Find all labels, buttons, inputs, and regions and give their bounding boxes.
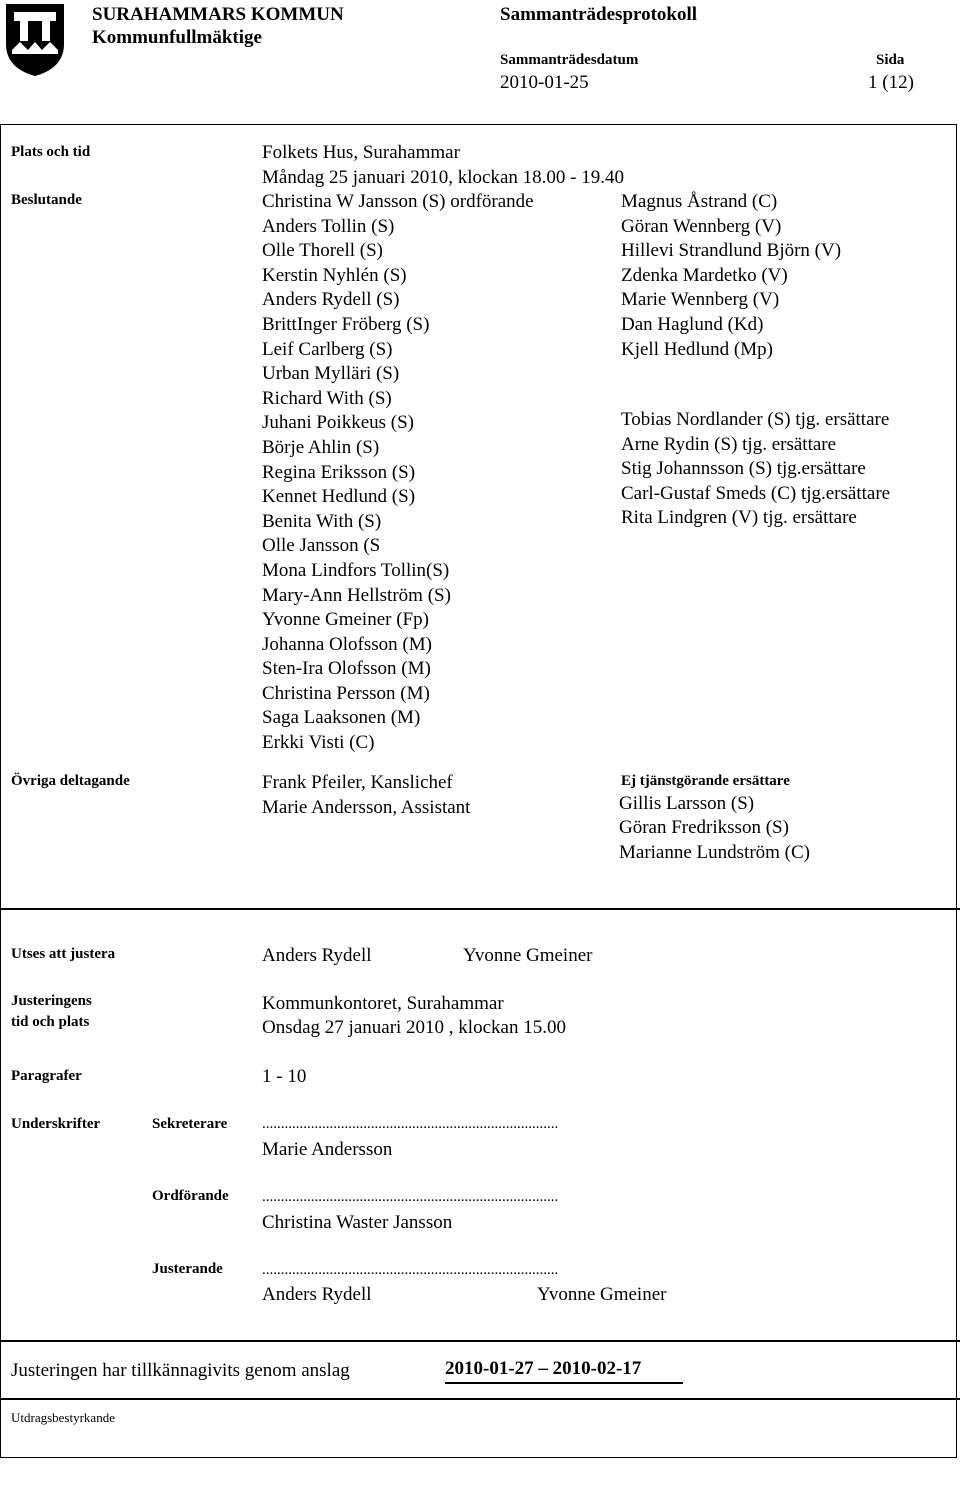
signatures-label: Underskrifter: [11, 1116, 101, 1132]
list-item: Hillevi Strandlund Björn (V): [621, 240, 842, 262]
other-participant: Marie Andersson, Assistant: [262, 797, 471, 818]
other-participants-label: Övriga deltagande: [11, 773, 130, 789]
list-item: Johanna Olofsson (M): [262, 633, 432, 655]
signature-line: ...............................................................................: [262, 1189, 559, 1205]
paragraphs-label: Paragrafer: [11, 1068, 82, 1084]
list-item: Mary-Ann Hellström (S): [262, 584, 451, 606]
adjusters-label: Utses att justera: [11, 946, 116, 962]
list-item: Mona Lindfors Tollin(S): [262, 559, 450, 581]
signature-line: ...............................................................................: [262, 1116, 559, 1132]
list-item: Anders Rydell (S): [262, 289, 400, 311]
list-item: Richard With (S): [262, 387, 392, 409]
list-item: Erkki Visti (C): [262, 732, 375, 754]
list-item: Sten-Ira Olofsson (M): [262, 658, 431, 680]
list-item: Anders Tollin (S): [262, 215, 395, 237]
municipal-coat-of-arms-logo: [4, 2, 66, 78]
list-item: Kerstin Nyhlén (S): [262, 264, 407, 286]
list-item: Rita Lindgren (V) tjg. ersättare: [621, 507, 857, 529]
list-item: Kjell Hedlund (Mp): [621, 338, 773, 360]
list-item: Saga Laaksonen (M): [262, 707, 421, 729]
adjustment-time: Onsdag 27 januari 2010 , klockan 15.00: [262, 1017, 566, 1038]
non-serving-substitute: Göran Fredriksson (S): [619, 817, 789, 838]
adjuster-name: Yvonne Gmeiner: [463, 945, 593, 966]
certified-extract-label: Utdragsbestyrkande: [11, 1410, 115, 1425]
adjustment-place: Kommunkontoret, Surahammar: [262, 993, 504, 1014]
other-participant: Frank Pfeiler, Kanslichef: [262, 772, 453, 793]
notice-dates: 2010-01-27 – 2010-02-17: [445, 1358, 642, 1379]
place-line: Folkets Hus, Surahammar: [262, 142, 460, 163]
list-item: Magnus Åstrand (C): [621, 191, 778, 212]
meeting-date-value: 2010-01-25: [500, 72, 589, 93]
department-name: Kommunfullmäktige: [92, 27, 262, 48]
list-item: Stig Johannsson (S) tjg.ersättare: [621, 458, 866, 480]
adjuster-signature-name: Anders Rydell: [262, 1284, 372, 1305]
list-item: Urban Mylläri (S): [262, 363, 400, 385]
secretary-label: Sekreterare: [152, 1116, 228, 1132]
list-item: Kennet Hedlund (S): [262, 486, 416, 508]
list-item: Börje Ahlin (S): [262, 436, 380, 458]
non-serving-substitute: Gillis Larsson (S): [619, 793, 755, 814]
page-value: 1 (12): [868, 72, 914, 93]
list-item: Carl-Gustaf Smeds (C) tjg.ersättare: [621, 482, 891, 504]
non-serving-substitutes-label: Ej tjänstgörande ersättare: [621, 773, 790, 789]
paragraphs-value: 1 - 10: [262, 1066, 307, 1087]
non-serving-substitute: Marianne Lundström (C): [619, 842, 811, 863]
list-item: Olle Jansson (S: [262, 535, 381, 557]
list-item: Göran Wennberg (V): [621, 215, 782, 237]
list-item: Marie Wennberg (V): [621, 289, 780, 311]
section-divider: [0, 1340, 960, 1342]
list-item: BrittInger Fröberg (S): [262, 313, 430, 335]
list-item: Leif Carlberg (S): [262, 338, 393, 360]
secretary-name: Marie Andersson: [262, 1139, 393, 1160]
section-divider: [0, 1398, 960, 1400]
deciding-members-left-list: [262, 190, 534, 756]
adjustment-place-label: tid och plats: [11, 1014, 90, 1030]
list-item: Dan Haglund (Kd): [621, 313, 764, 335]
list-item: Olle Thorell (S): [262, 240, 384, 262]
adjuster-signature-label: Justerande: [152, 1261, 223, 1277]
org-name: SURAHAMMARS KOMMUN: [92, 4, 344, 25]
notice-dates-underline: [445, 1382, 683, 1384]
deciding-members-label: Beslutande: [11, 192, 82, 208]
page-label: Sida: [876, 52, 905, 68]
time-line: Måndag 25 januari 2010, klockan 18.00 - 19.40: [262, 167, 624, 188]
list-item: Arne Rydin (S) tjg. ersättare: [621, 433, 837, 455]
list-item: Yvonne Gmeiner (Fp): [262, 609, 429, 631]
list-item: Juhani Poikkeus (S): [262, 412, 414, 434]
notice-text: Justeringen har tillkännagivits genom anslag: [11, 1360, 350, 1381]
adjustment-time-label: Justeringens: [11, 993, 92, 1009]
chairman-name: Christina Waster Jansson: [262, 1212, 453, 1233]
list-item: Tobias Nordlander (S) tjg. ersättare: [621, 409, 890, 430]
deciding-members-right-list: [621, 190, 841, 362]
list-item: Zdenka Mardetko (V): [621, 264, 788, 286]
substitute-members-list: [621, 408, 890, 531]
document-type: Sammanträdesprotokoll: [500, 4, 698, 25]
chairman-label: Ordförande: [152, 1188, 229, 1204]
meeting-date-label: Sammanträdesdatum: [500, 52, 639, 68]
list-item: Christina W Jansson (S) ordförande: [262, 191, 534, 212]
list-item: Christina Persson (M): [262, 682, 430, 704]
section-divider: [0, 908, 960, 910]
adjuster-signature-name: Yvonne Gmeiner: [537, 1284, 667, 1305]
list-item: Benita With (S): [262, 510, 382, 532]
place-time-label: Plats och tid: [11, 144, 91, 160]
signature-line: ...............................................................................: [262, 1262, 559, 1278]
adjuster-name: Anders Rydell: [262, 945, 372, 966]
list-item: Regina Eriksson (S): [262, 461, 416, 483]
